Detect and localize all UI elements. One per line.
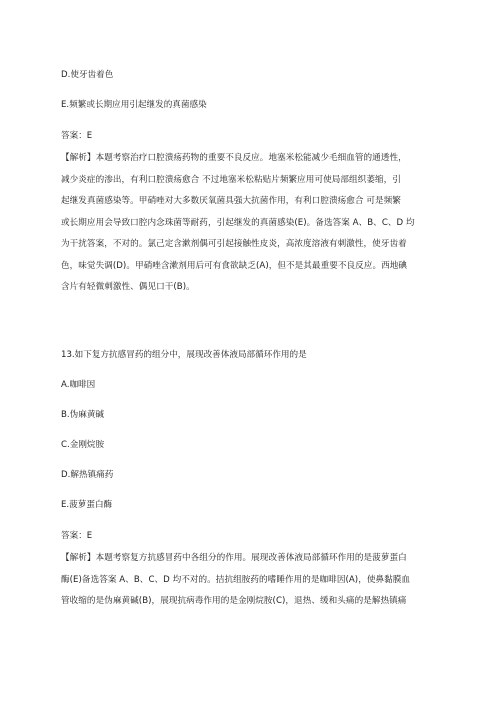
analysis-q13-line: 酶(E)备选答案 A、B、C、D 均不对的。拮抗组胺药的嗜睡作用的是咖啡因(A)，使鼻黏膜血	[61, 574, 411, 585]
analysis-q12-line: 或长期应用会导致口腔内念珠菌等耐药，引起继发的真菌感染(E)。备选答案 A、B、C、D 均	[61, 217, 415, 228]
option-q13-d: D.解热镇痛药	[61, 470, 114, 480]
option-q13-c: C.金刚烷胺	[61, 440, 105, 450]
option-q13-a: A.咖啡因	[61, 380, 96, 390]
option-q13-b: B.伪麻黄碱	[61, 410, 105, 420]
option-q13-e: E.菠萝蛋白酶	[61, 500, 113, 510]
analysis-q13	[61, 548, 437, 613]
question-13: 13.如下复方抗感冒药的组分中，展现改善体液局部循环作用的是	[61, 350, 307, 360]
option-q12-e: E.频繁或长期应用引起继发的真菌感染	[61, 100, 207, 110]
analysis-q12-line: 【解析】本题考察治疗口腔溃疡药物的重要不良反应。地塞米松能减少毛细血管的通透性，	[61, 153, 407, 163]
option-q12-d: D.使牙齿着色	[61, 70, 114, 80]
analysis-q12-line: 色，味觉失调(D)。甲硝唑含漱剂用后可有食欲缺乏(A)，但不是其最重要不良反应。西地碘	[61, 260, 408, 271]
analysis-q12-line: 含片有轻微刺激性、偶见口干(B)。	[61, 282, 195, 292]
analysis-q13-line: 管收缩的是伪麻黄碱(B)，展现抗病毒作用的是金刚烷胺(C)，退热、缓和头痛的是解热镇痛	[61, 596, 407, 606]
analysis-q12-line: 为干扰答案，不对的。氯己定含漱剂偶可引起接触性皮炎，高浓度溶液有刺激性，使牙齿着	[61, 239, 407, 249]
analysis-q12-line: 减少炎症的渗出，有利口腔溃疡愈合 不过地塞米松粘贴片频繁应用可使局部组织萎缩，引	[61, 174, 401, 185]
analysis-q12-line: 起继发真菌感染等。甲硝唑对大多数厌氧菌具强大抗菌作用，有利口腔溃疡愈合 可是频繁	[61, 196, 401, 206]
answer-q12: 答案：E	[61, 131, 93, 141]
analysis-q12	[61, 148, 437, 299]
answer-q13: 答案：E	[61, 531, 93, 541]
analysis-q13-line: 【解析】本题考察复方抗感冒药中各组分的作用。展现改善体液局部循环作用的是菠萝蛋白	[61, 553, 407, 563]
